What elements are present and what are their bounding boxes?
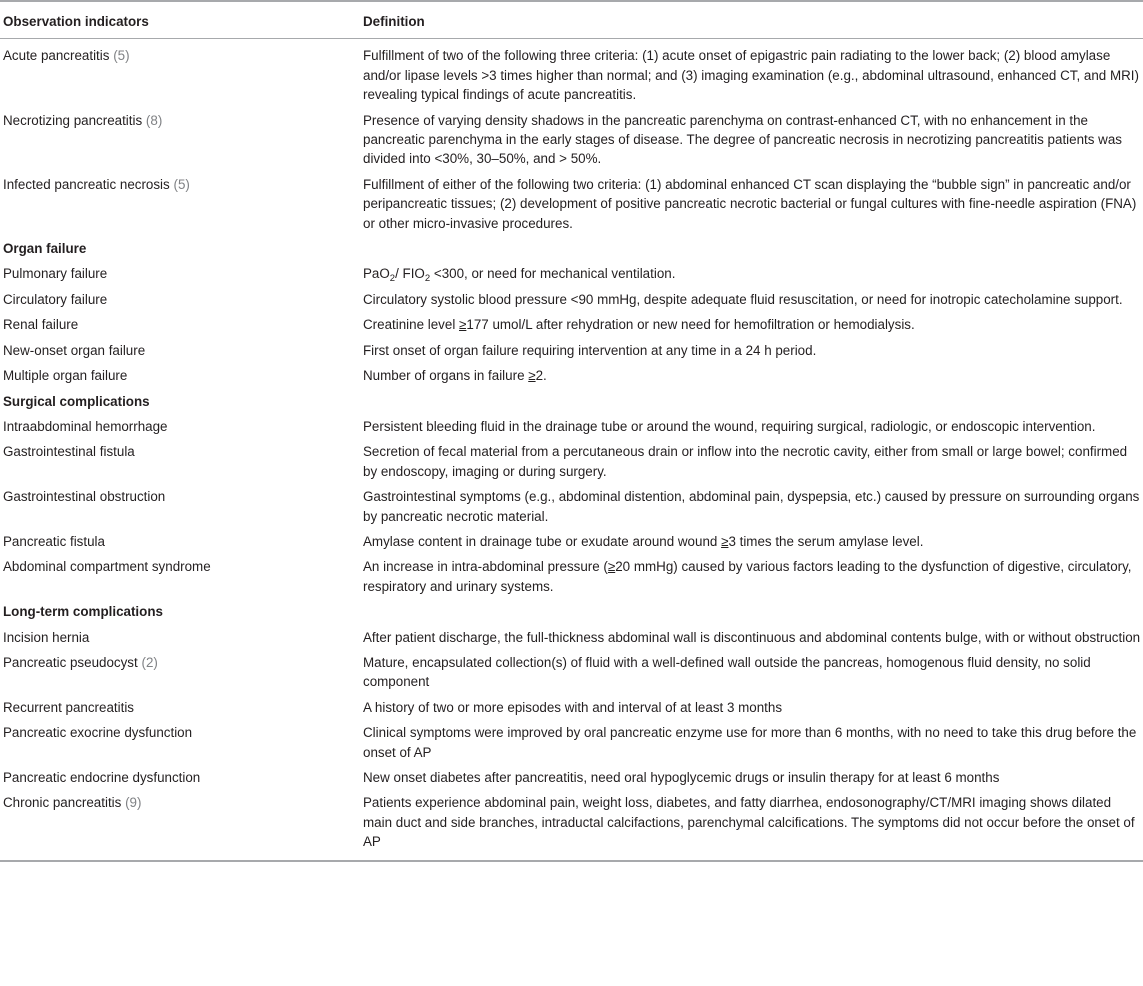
indicator-name: Renal failure [3,317,79,333]
definition-cell: New onset diabetes after pancreatitis, need oral hypoglycemic drugs or insulin therapy for at least 6 months [363,770,1000,785]
definition-cell [360,554,1143,599]
definition-cell: Fulfillment of either of the following two criteria: (1) abdominal enhanced CT scan displaying the “bubble sign” in pancreatic and/or peripancreatic tissues; (2) development of positive pancreatic necrotic bacterial or fungal cultures with fine-needle aspiration (FNA) or other micro-invasive procedures. [363,176,1137,231]
definition-cell: After patient discharge, the full-thickness abdominal wall is discontinuous and abdominal contents bulge, with or without obstruction [363,629,1141,645]
definition-cell: Mature, encapsulated collection(s) of fluid with a well-defined wall outside the pancreas, homogenous fluid density, no solid component [363,654,1091,690]
reference-number[interactable]: 5 [177,176,186,192]
table-row-multiple-organ-failure [0,363,1143,388]
definition-cell: Patients experience abdominal pain, weight loss, diabetes, and fatty diarrhea, endosonography/CT/MRI imaging shows dilated main duct and side branches, intraductal calcifactions, parenchymal calcifications. The symptoms did not occur before the onset of AP [363,795,1135,850]
header-definition: Definition [360,1,1143,39]
indicator-cell [0,39,360,108]
definition-text: Creatinine level [363,317,460,333]
reference-citation[interactable]: (5) [173,176,190,192]
table-row-pancreatic-endocrine-dysfunction [0,765,1143,790]
definition-cell: Clinical symptoms were improved by oral pancreatic enzyme use for more than 6 months, with no need to take this drug before the onset of AP [363,725,1137,760]
definition-text: <300, or need for mechanical ventilation. [430,266,676,282]
greater-equal-symbol: ≥ [721,533,729,549]
section-heading: Surgical complications [3,393,150,409]
definition-text: 177 umol/L after rehydration or new need for hemofiltration or hemodialysis. [466,317,915,333]
indicator-cell [0,650,360,695]
definition-text: 3 times the serum amylase level. [728,533,924,549]
indicator-name: Incision hernia [3,629,90,645]
indicator-cell [0,338,360,363]
greater-equal-symbol: ≥ [528,368,536,384]
table-row-renal-failure [0,312,1143,337]
definition-cell: A history of two or more episodes with and interval of at least 3 months [363,699,783,715]
table-row-chronic-pancreatitis [0,790,1143,859]
greater-equal-symbol: ≥ [607,559,616,575]
section-heading: Organ failure [3,241,87,257]
section-heading-long-term-complications [0,599,1143,624]
indicator-cell [0,414,360,439]
indicator-cell [0,108,360,172]
definition-cell: First onset of organ failure requiring intervention at any time in a 24 h period. [363,342,817,358]
indicator-cell [0,261,360,286]
indicator-name: Pancreatic exocrine dysfunction [3,725,193,741]
definition-cell [360,363,1143,388]
table-row-pancreatic-exocrine-dysfunction [0,720,1143,765]
table-row-pulmonary-failure [0,261,1143,286]
definition-text: Amylase content in drainage tube or exudate around wound [363,533,722,549]
definition-cell: Gastrointestinal symptoms (e.g., abdominal distention, abdominal pain, dyspepsia, etc.) caused by pressure on surrounding organs by pancreatic necrotic material. [363,489,1140,524]
reference-citation[interactable]: (5) [113,48,130,64]
reference-number[interactable]: 8 [150,112,158,128]
table-row-intraabdominal-hemorrhage [0,414,1143,439]
table-row-circulatory-failure [0,287,1143,312]
definition-cell: Presence of varying density shadows in the pancreatic parenchyma on contrast-enhanced CT, with no enhancement in the pancreatic parenchyma in the early stages of disease. The degree of pancreatic necrosis in necrotizing pancreatitis patients was divided into <30%, 30–50%, and > 50%. [363,112,1122,167]
subscript: 2 [389,273,396,285]
definition-text: 2. [535,368,547,384]
definition-text: An increase in intra-abdominal pressure ( [363,559,608,575]
greater-equal-symbol: ≥ [459,317,467,333]
reference-number[interactable]: 5 [117,48,126,64]
indicator-cell [0,790,360,859]
indicator-name: Multiple organ failure [3,368,128,384]
indicator-cell [0,312,360,337]
indicator-name: Infected pancreatic necrosis [3,176,170,192]
indicator-cell [0,172,360,236]
indicator-cell [0,484,360,529]
table-row-pancreatic-fistula [0,529,1143,554]
table-row-infected-pancreatic-necrosis [0,172,1143,236]
table-row-recurrent-pancreatitis [0,695,1143,720]
indicator-name: Abdominal compartment syndrome [3,559,211,575]
indicator-cell [0,439,360,484]
subscript: 2 [424,273,431,285]
section-heading-surgical-complications [0,389,1143,414]
table-row-new-onset-organ-failure [0,338,1143,363]
indicator-cell [0,363,360,388]
indicator-name: New-onset organ failure [3,342,146,358]
reference-citation[interactable]: (2) [141,654,158,670]
table-row-gastrointestinal-fistula [0,439,1143,484]
header-observation-indicators: Observation indicators [0,1,360,39]
indicator-name: Pulmonary failure [3,266,108,282]
definition-cell [360,261,1143,286]
indicator-name: Pancreatic endocrine dysfunction [3,770,201,785]
section-heading: Long-term complications [3,604,163,620]
reference-number[interactable]: 9 [129,795,137,811]
table-header-row [0,1,1143,39]
reference-citation[interactable]: (8) [145,112,163,128]
indicator-cell [0,695,360,720]
table-row-pancreatic-pseudocyst [0,650,1143,695]
indicator-cell [0,625,360,650]
definition-cell: Persistent bleeding fluid in the drainage tube or around the wound, requiring surgical, radiologic, or endoscopic intervention. [363,418,1096,434]
table-row-gastrointestinal-obstruction [0,484,1143,529]
definition-cell: Circulatory systolic blood pressure <90 mmHg, despite adequate fluid resuscitation, or need for inotropic catecholamine support. [363,291,1123,307]
indicator-name: Pancreatic fistula [3,533,105,549]
indicator-cell [0,287,360,312]
indicator-name: Acute pancreatitis [3,48,110,64]
indicator-name: Intraabdominal hemorrhage [3,418,168,434]
section-heading-organ-failure [0,236,1143,261]
definition-text: Number of organs in failure [363,368,529,384]
table-row-abdominal-compartment-syndrome [0,554,1143,599]
indicator-name: Pancreatic pseudocyst [3,654,138,670]
table-row-incision-hernia [0,625,1143,650]
indicator-name: Circulatory failure [3,291,108,307]
table-row-acute-pancreatitis [0,39,1143,108]
reference-citation[interactable]: (9) [125,795,142,811]
indicator-cell [0,720,360,765]
indicator-cell [0,554,360,599]
reference-number[interactable]: 2 [145,654,154,670]
table-bottom-rule [0,860,1143,861]
indicator-cell [0,765,360,790]
table-row-necrotizing-pancreatitis [0,108,1143,172]
definition-cell: Secretion of fecal material from a percutaneous drain or inflow into the necrotic cavity, either from small or large bowel; confirmed by endoscopy, imaging or during surgery. [363,444,1128,479]
definition-text: / FIO [395,266,425,282]
definition-text: 20 mmHg) caused by various factors leading to the dysfunction of digestive, circulatory, respiratory and urinary systems. [363,559,1132,594]
indicator-name: Gastrointestinal fistula [3,444,135,460]
indicator-name: Recurrent pancreatitis [3,699,134,715]
definition-text: PaO [363,266,390,282]
indicator-name: Gastrointestinal obstruction [3,489,166,505]
indicator-name: Chronic pancreatitis [3,795,122,811]
table-body [0,39,1143,860]
indicator-cell [0,529,360,554]
indicator-name: Necrotizing pancreatitis [3,112,143,128]
definition-cell [360,529,1143,554]
definition-cell: Fulfillment of two of the following three criteria: (1) acute onset of epigastric pain radiating to the lower back; (2) blood amylase and/or lipase levels >3 times higher than normal; and (3) imaging examination (e.g., abdominal ultrasound, enhanced CT, and MRI) revealing typical findings of acute pancreatitis. [363,48,1139,103]
definition-cell [360,312,1143,337]
